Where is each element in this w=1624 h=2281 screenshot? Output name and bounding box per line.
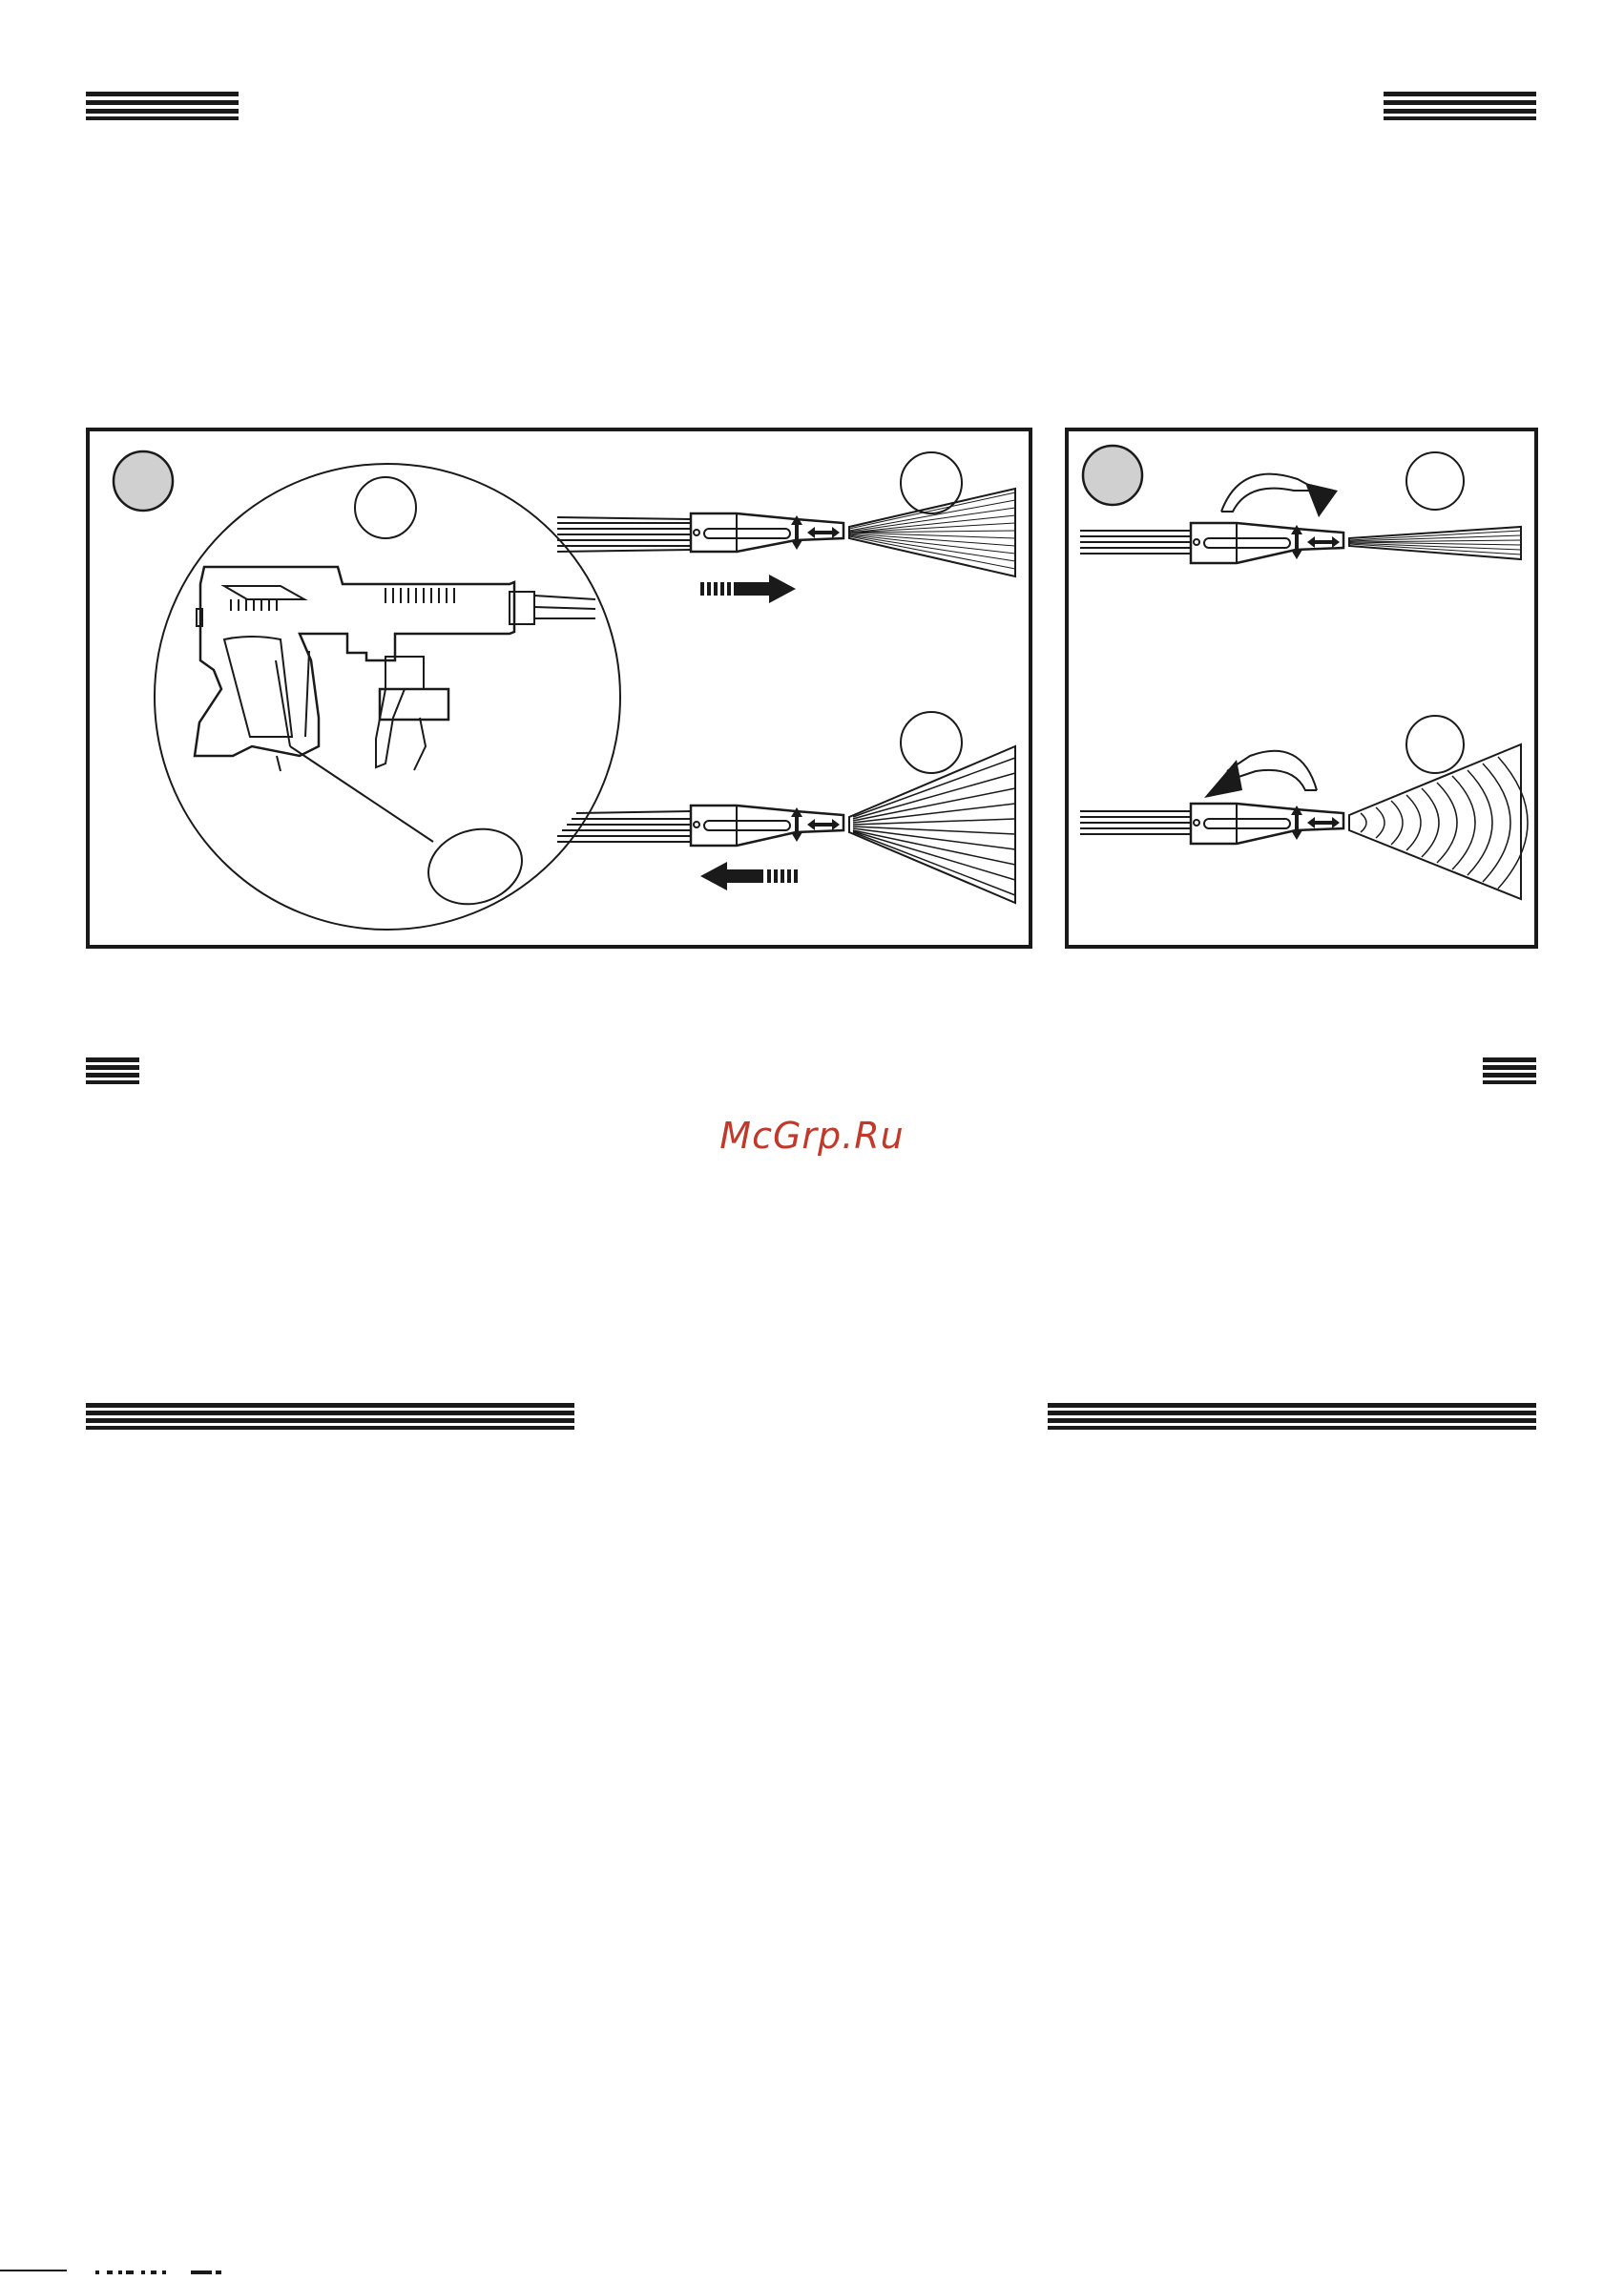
section-rule-right: [1483, 1057, 1536, 1084]
section-rule-left: [86, 1057, 139, 1084]
section-rule-long-right: [1048, 1403, 1536, 1430]
watermark-text: McGrp.Ru: [719, 1115, 905, 1157]
magnifier-circle: [155, 464, 620, 930]
figure-b-row-cone-spray: [1080, 716, 1528, 899]
rotate-clockwise-arrow: [1305, 483, 1338, 517]
figure-a-illustration: [90, 431, 1029, 945]
callout-ellipse: [419, 817, 532, 915]
callout-circle-b2: [1406, 716, 1464, 773]
footer-print-mark: [0, 2263, 248, 2281]
rotate-counterclockwise-arrow: [1204, 760, 1242, 798]
figure-a-step-badge: [114, 451, 173, 511]
push-forward-arrow: [700, 575, 796, 603]
section-rule-long-left: [86, 1403, 574, 1430]
callout-circle-b1: [1406, 452, 1464, 510]
callout-circle-a1: [355, 477, 416, 538]
figure-b-panel: [1065, 428, 1538, 949]
figure-b-row-pencil-jet: [1080, 452, 1521, 563]
spray-gun-icon: [195, 567, 595, 916]
callout-circle-a2: [901, 452, 962, 513]
figure-a-row-narrow-jet: [557, 452, 1015, 603]
figure-a-panel: [86, 428, 1032, 949]
figure-b-step-badge: [1083, 446, 1142, 505]
callout-circle-a3: [901, 712, 962, 773]
figure-a-row-wide-fan: [557, 712, 1015, 903]
header-rule-right: [1384, 92, 1536, 120]
pull-back-arrow: [700, 862, 798, 890]
figure-b-illustration: [1069, 431, 1534, 945]
header-rule-left: [86, 92, 239, 120]
